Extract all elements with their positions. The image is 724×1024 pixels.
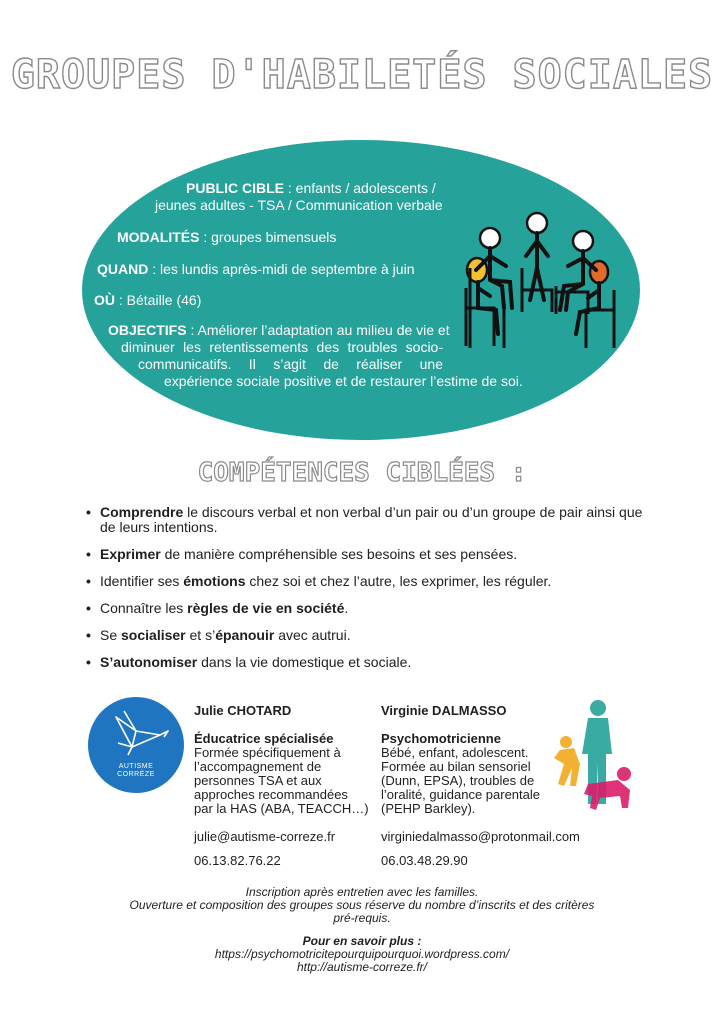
- bird-logo-icon: [88, 697, 184, 767]
- contact-desc-line: par la HAS (ABA, TEACCH…): [194, 801, 369, 816]
- contact-role: Éducatrice spécialisée: [194, 731, 334, 746]
- contact-desc-line: Bébé, enfant, adolescent.: [381, 745, 529, 760]
- objectifs-line4: expérience sociale positive et de restaurer l’estime de soi.: [164, 373, 523, 389]
- family-silhouette-icon: [552, 698, 642, 814]
- logo-text: AUTISME CORRÈZE: [117, 763, 155, 778]
- contact-desc-line: Formée spécifiquement à: [194, 745, 341, 760]
- contact-email[interactable]: virginiedalmasso@protonmail.com: [381, 829, 580, 844]
- objectifs-line3: communicatifs. Il s’agit de réaliser une: [138, 356, 443, 372]
- contact-role: Psychomotricienne: [381, 731, 501, 746]
- contact-desc-line: approches recommandées: [194, 787, 348, 802]
- list-item: • Identifier ses émotions chez soi et chez l’autre, les exprimer, les réguler.: [86, 574, 646, 589]
- contact-desc-line: personnes TSA et aux: [194, 773, 322, 788]
- contact-desc-line: l’accompagnement de: [194, 759, 322, 774]
- public-line1: PUBLIC CIBLE : enfants / adolescents /: [186, 180, 436, 196]
- page-title: GROUPES D'HABILETÉS SOCIALES: [10, 52, 714, 98]
- contact-desc-line: Formée au bilan sensoriel: [381, 759, 531, 774]
- contact-desc-line: l’oralité, guidance parentale: [381, 787, 540, 802]
- footer-line2: Ouverture et composition des groupes sous réserve du nombre d’inscrits et des critères: [129, 898, 595, 912]
- public-line2: jeunes adultes - TSA / Communication verbale: [155, 197, 443, 213]
- list-item: • Se socialiser et s’épanouir avec autrui.: [86, 628, 646, 643]
- objectifs-line2: diminuer les retentissements des troubles socio-: [121, 339, 443, 355]
- footer-url2[interactable]: http://autisme-correze.fr/: [296, 960, 428, 974]
- list-item: • Connaître les règles de vie en société.: [86, 601, 646, 616]
- footer-url1[interactable]: https://psychomotricitepourquipourquoi.wordpress.com/: [214, 947, 510, 961]
- list-item: • S’autonomiser dans la vie domestique et sociale.: [86, 655, 646, 670]
- people-group-icon: [460, 208, 620, 356]
- list-item: • Comprendre le discours verbal et non verbal d’un pair ou d’un groupe de pair ainsi que de leurs intentions.: [86, 505, 646, 535]
- contact-desc-line: (PEHP Barkley).: [381, 801, 476, 816]
- ou-line: OÙ : Bétaille (46): [94, 292, 202, 308]
- competences-title: COMPÉTENCES CIBLÉES :: [197, 458, 527, 488]
- competences-list: [86, 505, 646, 682]
- contact-name: Virginie DALMASSO: [381, 703, 507, 718]
- contact-phone[interactable]: 06.03.48.29.90: [381, 853, 468, 868]
- modalites-line: MODALITÉS : groupes bimensuels: [117, 229, 337, 245]
- quand-line: QUAND : les lundis après-midi de septembre à juin: [97, 261, 415, 277]
- footer-line1: Inscription après entretien avec les familles.: [245, 885, 479, 899]
- contact-email[interactable]: julie@autisme-correze.fr: [194, 829, 336, 844]
- contact-julie: [194, 704, 374, 868]
- contact-desc-line: (Dunn, EPSA), troubles de: [381, 773, 535, 788]
- autisme-correze-logo: [88, 697, 184, 793]
- footer-line3: pré-requis.: [333, 911, 391, 925]
- contact-name: Julie CHOTARD: [194, 703, 292, 718]
- objectifs-line1: OBJECTIFS : Améliorer l’adaptation au milieu de vie et: [108, 322, 450, 338]
- contact-phone[interactable]: 06.13.82.76.22: [194, 853, 281, 868]
- list-item: • Exprimer de manière compréhensible ses besoins et ses pensées.: [86, 547, 646, 562]
- footer-more: Pour en savoir plus :: [302, 934, 422, 948]
